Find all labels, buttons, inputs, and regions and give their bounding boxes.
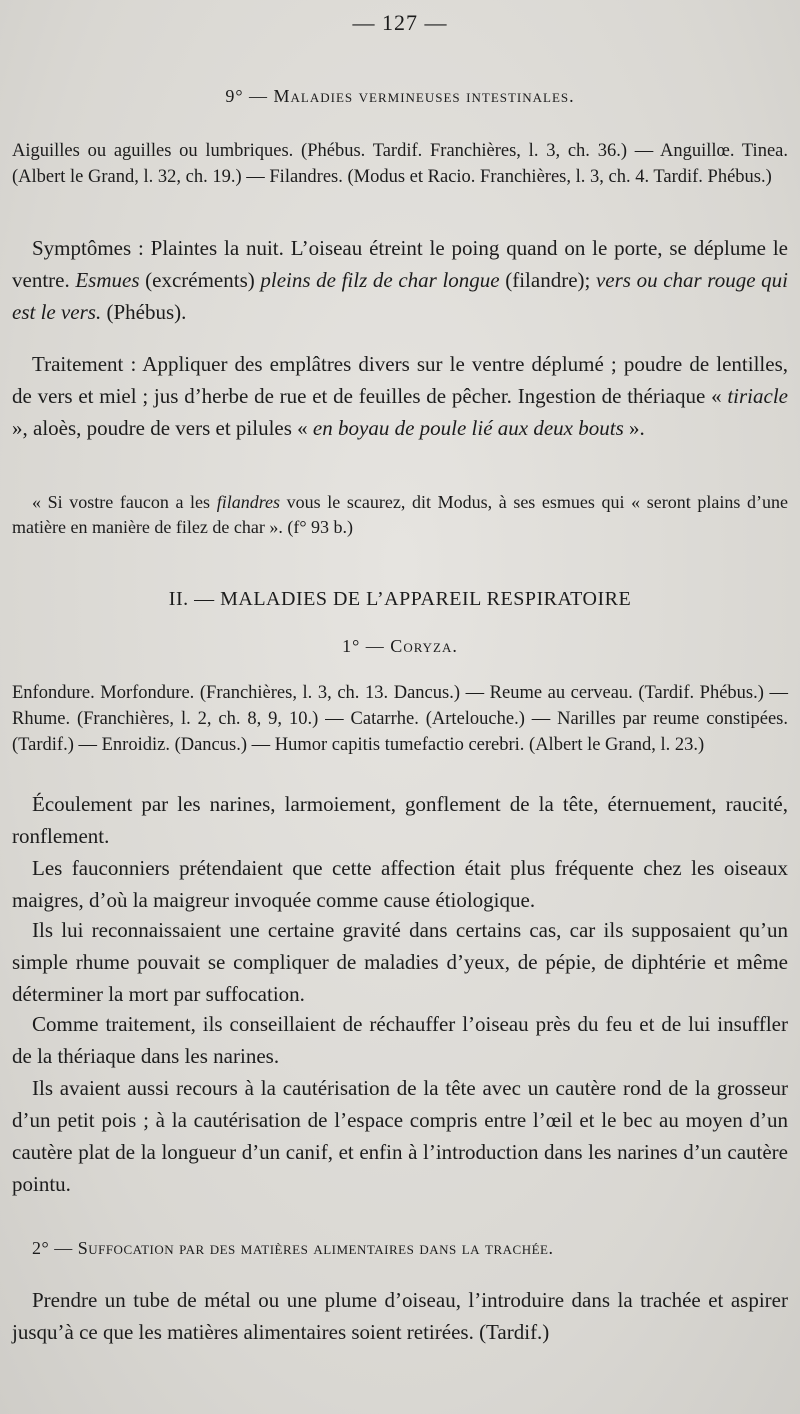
coryza-gravity: Ils lui reconnaissaient une certaine gravité dans certains cas, car ils supposaient qu’un simple rhume pouvait se compliquer de maladies d’yeux, de pépie, de diphtérie et même déterminer la mort par suffocation. [12, 918, 788, 1006]
coryza-symptoms: Écoulement par les narines, larmoiement, gonflement de la tête, éternuement, raucité, ronflement. [12, 792, 788, 848]
coryza-cause: Les fauconniers prétendaient que cette affection était plus fréquente chez les oiseaux maigres, d’où la maigreur invoquée comme cause étiologique. [12, 856, 788, 912]
coryza-heading: 1° — Coryza. [342, 636, 458, 656]
suffocation-heading: 2° — Suffocation par des matières alimentaires dans la trachée. [32, 1238, 554, 1258]
coryza-cauterization: Ils avaient aussi recours à la cautérisation de la tête avec un cautère rond de la grosseur d’un petit pois ; à la cautérisation de l’espace compris entre l’œil et le bec au moyen d’un cautère plat de la longueur d’un canif, et enfin à l’introduction dans les narines d’un cautère pointu. [12, 1076, 788, 1196]
coryza-treatment: Comme traitement, ils conseillaient de réchauffer l’oiseau près du feu et de lui insuffler de la thériaque dans les narines. [12, 1012, 788, 1068]
page-number: — 127 — [352, 10, 448, 35]
suffocation-text: Prendre un tube de métal ou une plume d’oiseau, l’introduire dans la trachée et aspirer jusqu’à ce que les matières alimentaires soient retirées. (Tardif.) [12, 1288, 788, 1344]
modus-quote: « Si vostre faucon a les filandres vous le scaurez, dit Modus, à ses esmues qui « seront plains d’une matière en manière de filez de char ». (f° 93 b.) [12, 492, 788, 537]
section-9-symptoms: Symptômes : Plaintes la nuit. L’oiseau étreint le poing quand on le porte, se déplume le ventre. Esmues (excréments) pleins de filz de char longue (filandre); vers ou char rouge qui est le vers. (Phébus). [12, 236, 788, 324]
section-9-treatment: Traitement : Appliquer des emplâtres divers sur le ventre déplumé ; poudre de lentilles, de vers et miel ; jus d’herbe de rue et de feuilles de pêcher. Ingestion de thériaque « tiriacle », aloès, poudre de vers et pilules « en boyau de poule lié aux deux bouts ». [12, 352, 788, 440]
section-9-synonyms: Aiguilles ou aguilles ou lumbriques. (Phébus. Tardif. Franchières, l. 3, ch. 36.) — Anguillœ. Tinea. (Albert le Grand, l. 32, ch. 19.) — Filandres. (Modus et Racio. Franchières, l. 3, ch. 4. Tardif. Phébus.) [12, 141, 788, 187]
coryza-synonyms: Enfondure. Morfondure. (Franchières, l. 3, ch. 13. Dancus.) — Reume au cerveau. (Tardif. Phébus.) — Rhume. (Franchières, l. 2, ch. 8, 9, 10.) — Catarrhe. (Artelouche.) — Narilles par reume constipées. (Tardif.) — Enroidiz. (Dancus.) — Humor capitis tumefactio cerebri. (Albert le Grand, l. 23.) [12, 683, 788, 755]
section-9-heading: 9° — Maladies vermineuses intestinales. [225, 86, 575, 106]
section-II-heading: II. — MALADIES DE L’APPAREIL RESPIRATOIRE [168, 588, 632, 610]
